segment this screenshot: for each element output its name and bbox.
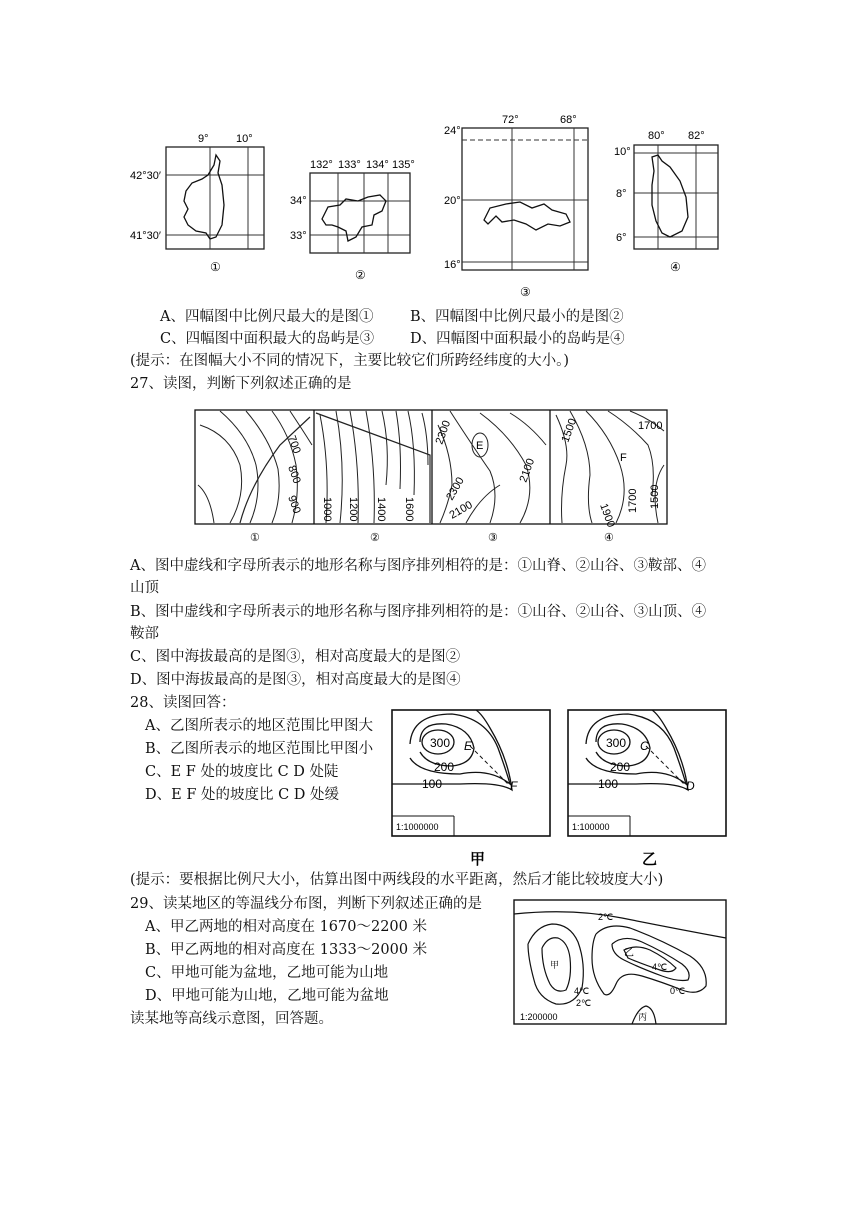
q26-option-a: A、四幅图中比例尺最大的是图① — [160, 309, 374, 325]
q28-hint: (提示：要根据比例尺大小，估算出图中两线段的水平距离，然后才能比较坡度大小) — [130, 872, 664, 888]
isotherm-0c: 0℃ — [670, 986, 686, 996]
q26-option-b: B、四幅图中比例尺最小的是图② — [410, 309, 624, 325]
q27-option-a-line2: 山顶 — [130, 580, 159, 596]
map1-lon2: 10° — [236, 133, 253, 145]
yi-point-c: C — [640, 739, 649, 753]
map-1 — [130, 125, 275, 275]
q29-title: 29、读某地区的等温线分布图，判断下列叙述正确的是 — [130, 896, 482, 912]
p1-label-700: 700 — [285, 433, 303, 456]
q29-scale: 1:200000 — [520, 1012, 558, 1022]
map2-lat2: 33° — [290, 230, 307, 242]
p3-label-2300a: 2300 — [433, 418, 454, 447]
label-bing: 丙 — [638, 1012, 648, 1022]
p4-caption: ④ — [604, 532, 614, 544]
q28-option-c: C、E F 处的坡度比 C D 处陡 — [145, 764, 339, 780]
map3-lat2: 20° — [444, 195, 461, 207]
q29-option-b: B、甲乙两地的相对高度在 1333～2000 米 — [145, 942, 428, 958]
jia-point-e: E — [464, 739, 473, 753]
yi-scale: 1:100000 — [572, 822, 610, 832]
jia-caption: 甲 — [470, 850, 486, 868]
jia-scale: 1:1000000 — [396, 822, 439, 832]
label-jia: 甲 — [550, 960, 560, 970]
p2-label-1200: 1200 — [347, 497, 359, 522]
map4-lat3: 6° — [616, 232, 627, 244]
q28-option-a: A、乙图所表示的地区范围比甲图大 — [145, 718, 373, 734]
map3-lat1: 24° — [444, 125, 461, 137]
p4-label-1500b: 1500 — [649, 484, 661, 509]
label-yi: 乙 — [624, 948, 634, 959]
p2-caption: ② — [370, 532, 380, 544]
p4-label-1700a: 1700 — [638, 420, 663, 432]
map-4 — [612, 125, 724, 275]
p2-label-1600: 1600 — [403, 497, 415, 522]
map-3 — [440, 110, 600, 300]
isotherm-2c-left: 2℃ — [576, 998, 592, 1008]
map4-label: ④ — [670, 260, 681, 274]
p3-caption: ③ — [488, 532, 498, 544]
map4-lon1: 80° — [648, 130, 665, 142]
jia-point-f: F — [510, 779, 518, 793]
q26-hint: (提示：在图幅大小不同的情况下，主要比较它们所跨经纬度的大小。) — [130, 353, 570, 369]
p3-letter-e: E — [476, 440, 484, 452]
next-prompt: 读某地等高线示意图，回答题。 — [130, 1011, 333, 1027]
yi-point-d: D — [686, 779, 695, 793]
q27-option-b-line1: B、图中虚线和字母所表示的地形名称与图序排列相符的是：①山谷、②山谷、③山顶、④ — [130, 604, 707, 620]
q29-option-a: A、甲乙两地的相对高度在 1670～2200 米 — [145, 919, 427, 935]
jia-contour-200: 200 — [434, 760, 455, 774]
p4-label-1700b: 1700 — [627, 488, 639, 513]
q27-option-a-line1: A、图中虚线和字母所表示的地形名称与图序排列相符的是：①山脊、②山谷、③鞍部、④ — [130, 558, 706, 574]
p2-label-1400: 1400 — [375, 497, 387, 522]
map1-lon1: 9° — [198, 133, 209, 145]
map4-lon2: 82° — [688, 130, 705, 142]
isotherm-4c-right: 4℃ — [652, 962, 668, 972]
jia-contour-300: 300 — [430, 736, 451, 750]
q28-option-b: B、乙图所表示的地区范围比甲图小 — [145, 741, 374, 757]
q27-option-b-line2: 鞍部 — [130, 626, 159, 642]
q29-isotherm-map — [512, 898, 730, 1028]
map1-lat1: 42°30′ — [130, 170, 161, 182]
p4-letter-f: F — [620, 452, 627, 464]
p2-label-1000: 1000 — [321, 497, 333, 522]
isotherm-4c-left: 4℃ — [574, 986, 590, 996]
q28-map-yi — [566, 708, 730, 868]
q26-option-c: C、四幅图中面积最大的岛屿是③ — [160, 331, 375, 347]
q26-option-d: D、四幅图中面积最小的岛屿是④ — [410, 331, 625, 347]
q28-map-jia — [390, 708, 554, 868]
jia-contour-100: 100 — [422, 777, 443, 791]
map-2 — [288, 155, 423, 283]
p3-label-2300b: 2300 — [444, 475, 467, 503]
q27-title: 27、读图，判断下列叙述正确的是 — [130, 376, 352, 392]
p1-caption: ① — [250, 532, 260, 544]
map3-label: ③ — [520, 285, 531, 299]
p4-label-1500a: 1500 — [559, 416, 580, 445]
q28-title: 28、读图回答： — [130, 695, 236, 711]
q27-option-d: D、图中海拔最高的是图③，相对高度最大的是图④ — [130, 672, 461, 688]
map2-lon4: 135° — [392, 159, 415, 171]
p3-label-2100a: 2100 — [517, 456, 538, 485]
map1-label: ① — [210, 260, 221, 274]
yi-caption: 乙 — [642, 850, 658, 868]
map2-lon2: 133° — [338, 159, 361, 171]
map3-lon1: 72° — [502, 114, 519, 126]
q27-contour-figure — [190, 405, 674, 545]
map3-lat3: 16° — [444, 259, 461, 271]
map4-lat1: 10° — [614, 146, 631, 158]
yi-contour-100: 100 — [598, 777, 619, 791]
map2-lat1: 34° — [290, 195, 307, 207]
map1-lat2: 41°30′ — [130, 230, 161, 242]
map2-lon3: 134° — [366, 159, 389, 171]
yi-contour-300: 300 — [606, 736, 627, 750]
yi-contour-200: 200 — [610, 760, 631, 774]
isotherm-2c-top: 2℃ — [598, 912, 614, 922]
q28-option-d: D、E F 处的坡度比 C D 处缓 — [145, 787, 340, 803]
p1-label-900: 900 — [285, 493, 303, 516]
p3-label-2100b: 2100 — [447, 498, 475, 522]
q27-option-c: C、图中海拔最高的是图③，相对高度最大的是图② — [130, 649, 461, 665]
q29-option-d: D、甲地可能为山地，乙地可能为盆地 — [145, 988, 389, 1004]
map4-lat2: 8° — [616, 188, 627, 200]
p4-label-1900: 1900 — [597, 501, 617, 530]
q29-option-c: C、甲地可能为盆地，乙地可能为山地 — [145, 965, 389, 981]
p1-label-800: 800 — [285, 463, 303, 486]
map2-lon1: 132° — [310, 159, 333, 171]
map2-label: ② — [355, 268, 366, 282]
map3-lon2: 68° — [560, 114, 577, 126]
